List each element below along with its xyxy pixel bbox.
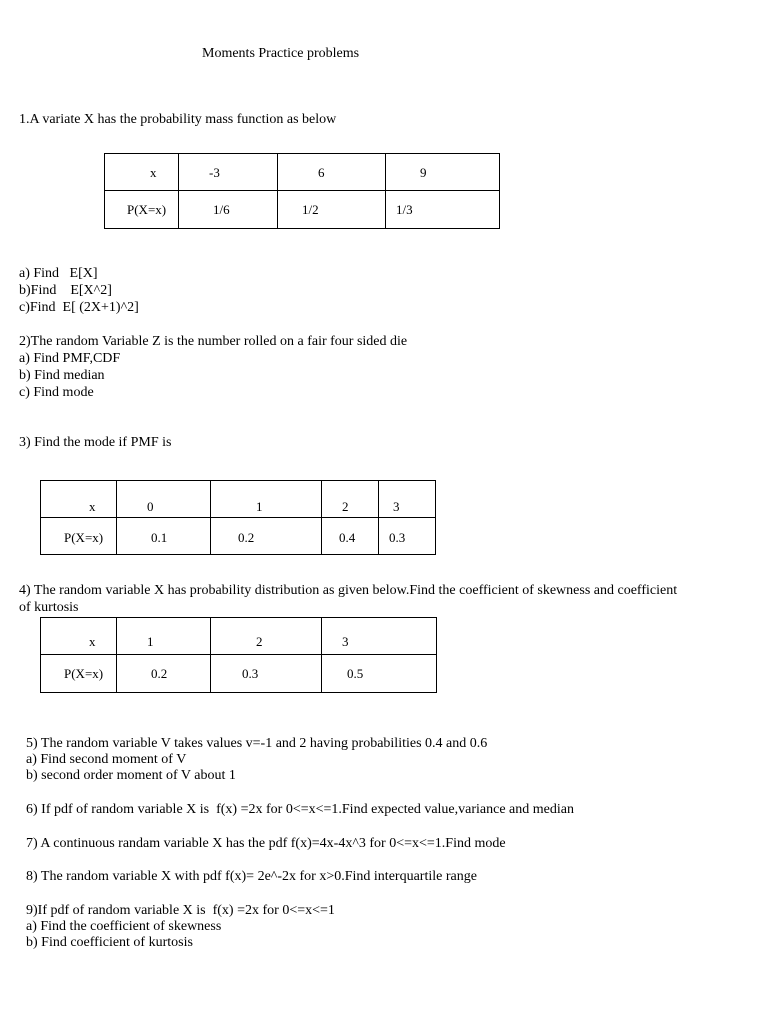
table-cell: 0.2 — [238, 530, 255, 545]
table-cell: 0.3 — [242, 666, 259, 681]
table-cell: -3 — [209, 165, 220, 180]
question-4-text-line-1: 4) The random variable X has probability distribution as given below.Find the coefficient of skewness and coefficient — [19, 583, 678, 598]
question-1-part-b: b)Find E[X^2] — [19, 283, 112, 298]
table-cell: x — [150, 165, 157, 180]
table-cell: 1/6 — [213, 202, 230, 217]
table-cell: 2 — [256, 634, 263, 649]
table-cell: 9 — [420, 165, 427, 180]
question-7-text: 7) A continuous randam variable X has the pdf f(x)=4x-4x^3 for 0<=x<=1.Find mode — [26, 836, 506, 851]
question-5-part-a: a) Find second moment of V — [26, 752, 187, 767]
pmf-table-1 — [104, 153, 500, 229]
table-cell: 3 — [393, 499, 400, 514]
table-cell: 0.4 — [339, 530, 356, 545]
table-cell: 1 — [256, 499, 263, 514]
question-6-text: 6) If pdf of random variable X is f(x) =2x for 0<=x<=1.Find expected value,variance and median — [26, 802, 574, 817]
pmf-table-3 — [40, 480, 436, 555]
question-1-part-a: a) Find E[X] — [19, 266, 98, 281]
question-2-part-b: b) Find median — [19, 368, 105, 383]
question-9-part-b: b) Find coefficient of kurtosis — [26, 935, 193, 950]
table-cell: x — [89, 634, 96, 649]
table-cell: 0.2 — [151, 666, 168, 681]
table-cell: 6 — [318, 165, 325, 180]
table-cell: P(X=x) — [64, 666, 104, 681]
table-cell: P(X=x) — [64, 530, 104, 545]
question-2-part-c: c) Find mode — [19, 385, 94, 400]
table-cell: 1 — [147, 634, 154, 649]
table-cell: P(X=x) — [127, 202, 167, 217]
question-3-text: 3) Find the mode if PMF is — [19, 435, 172, 450]
question-2-part-a: a) Find PMF,CDF — [19, 351, 121, 366]
table-cell: 1/3 — [396, 202, 413, 217]
question-8-text: 8) The random variable X with pdf f(x)= 2e^-2x for x>0.Find interquartile range — [26, 869, 477, 884]
question-5-part-b: b) second order moment of V about 1 — [26, 768, 236, 783]
table-cell: 1/2 — [302, 202, 319, 217]
question-4-text-line-2: of kurtosis — [19, 600, 79, 615]
question-1-text: 1.A variate X has the probability mass function as below — [19, 112, 337, 127]
question-5-text: 5) The random variable V takes values v=-1 and 2 having probabilities 0.4 and 0.6 — [26, 736, 488, 751]
table-cell: 3 — [342, 634, 349, 649]
table-cell: 0 — [147, 499, 154, 514]
page-title: Moments Practice problems — [202, 46, 360, 61]
table-cell: 2 — [342, 499, 349, 514]
table-cell: 0.1 — [151, 530, 168, 545]
question-2-text: 2)The random Variable Z is the number rolled on a fair four sided die — [19, 334, 408, 349]
table-cell: x — [89, 499, 96, 514]
pmf-table-4 — [40, 617, 437, 693]
table-cell: 0.3 — [389, 530, 406, 545]
table-cell: 0.5 — [347, 666, 364, 681]
question-1-part-c: c)Find E[ (2X+1)^2] — [19, 300, 139, 315]
question-9-text: 9)If pdf of random variable X is f(x) =2x for 0<=x<=1 — [26, 903, 335, 918]
question-9-part-a: a) Find the coefficient of skewness — [26, 919, 222, 934]
